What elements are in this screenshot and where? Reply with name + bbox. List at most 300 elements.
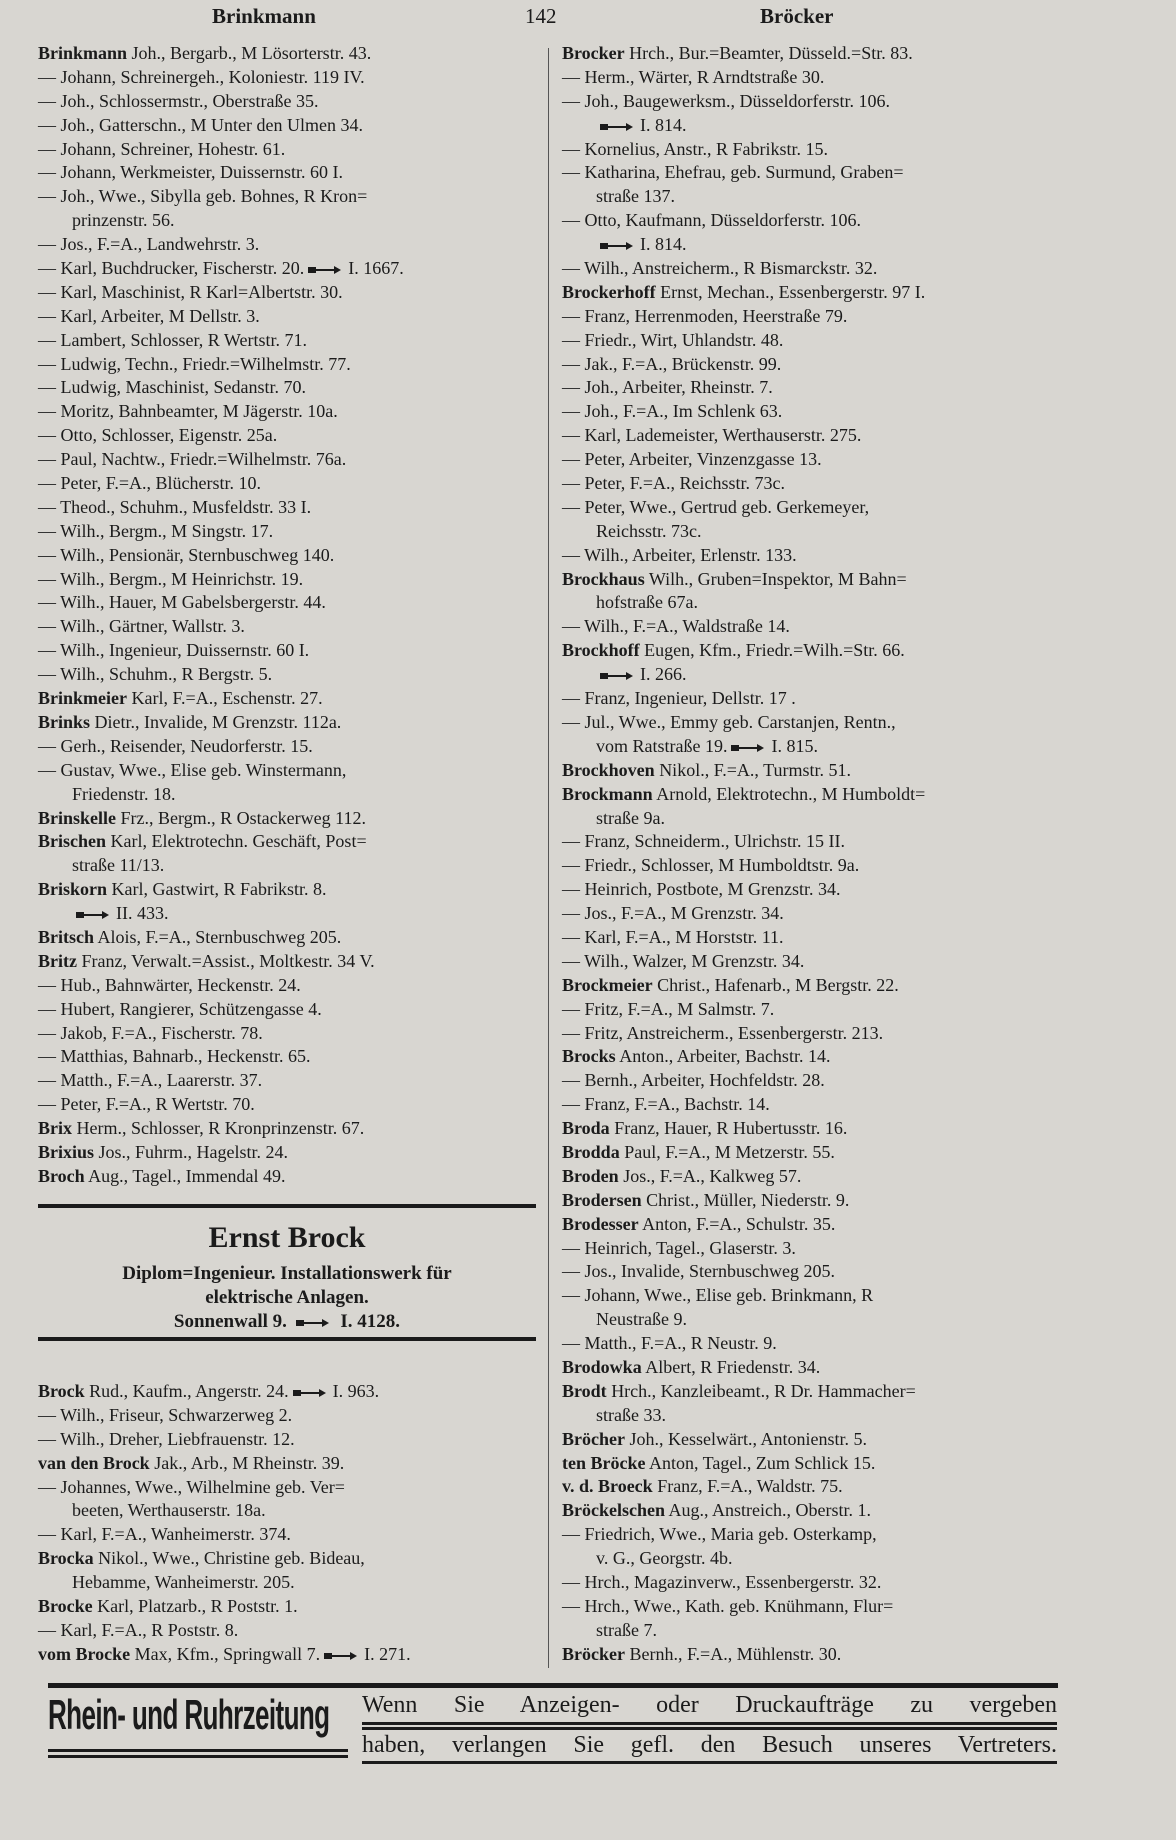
entry-surname: Brock (38, 1381, 85, 1401)
directory-entry (38, 1428, 528, 1452)
entry-surname: Brockhoven (562, 759, 655, 780)
directory-entry (562, 1619, 1052, 1643)
directory-entry (38, 568, 528, 592)
entry-details: — Wilh., Walzer, M Grenzstr. 34. (562, 950, 805, 971)
entry-surname: Britsch (38, 926, 94, 947)
directory-entry (562, 1332, 1052, 1356)
directory-entry (38, 496, 528, 520)
directory-entry (562, 878, 1052, 902)
directory-entry (562, 1308, 1052, 1332)
directory-entry (38, 807, 528, 831)
directory-entry (562, 1595, 1052, 1619)
directory-entry (38, 233, 528, 257)
directory-entry (38, 759, 528, 783)
directory-entry (562, 233, 1052, 257)
advert-brock-phone: I. 4128. (340, 1311, 401, 1332)
directory-entry (562, 1404, 1052, 1428)
entry-details: Alois, F.=A., Sternbuschweg 205. (94, 926, 342, 947)
directory-entry (562, 615, 1052, 639)
directory-entry (38, 1165, 528, 1189)
entry-details: Reichsstr. 73c. (596, 520, 702, 541)
entry-details: — Jak., F.=A., Brückenstr. 99. (562, 353, 782, 374)
entry-details: — Franz, Herrenmoden, Heerstraße 79. (562, 305, 848, 326)
directory-entry (562, 1547, 1052, 1571)
entry-details: Karl, Platzarb., R Poststr. 1. (92, 1596, 298, 1617)
entry-details: — Wilh., Anstreicherm., R Bismarckstr. 32. (562, 258, 878, 279)
entry-details: Christ., Müller, Niederstr. 9. (641, 1189, 850, 1210)
advert-rule (48, 1749, 348, 1752)
directory-entry (38, 1619, 528, 1643)
entry-details: Dietr., Invalide, M Grenzstr. 112a. (90, 711, 342, 732)
entry-details: — Katharina, Ehefrau, geb. Surmund, Graben= (562, 162, 904, 183)
directory-entry (562, 687, 1052, 711)
advert-brock-contact (38, 1310, 536, 1333)
entry-details: beeten, Werthauserstr. 18a. (72, 1500, 266, 1521)
directory-entry (38, 42, 528, 66)
entry-details: — Jul., Wwe., Emmy geb. Carstanjen, Rentn., (562, 711, 896, 732)
entry-surname: Broda (562, 1118, 610, 1139)
entry-details: — Theod., Schuhm., Musfeldstr. 33 I. (38, 496, 312, 517)
directory-entry (562, 902, 1052, 926)
directory-entry (38, 520, 528, 544)
directory-entry (38, 209, 528, 233)
entry-surname: Brinks (38, 711, 91, 732)
entry-details: — Friedr., Wirt, Uhlandstr. 48. (562, 329, 784, 350)
directory-entry (38, 90, 528, 114)
entry-details: straße 9a. (596, 807, 665, 828)
entry-details: — Friedrich, Wwe., Maria geb. Osterkamp, (562, 1524, 877, 1545)
entry-details: Neustraße 9. (596, 1309, 687, 1330)
advert-line2: haben, verlangen Sie gefl. den Besuch unseres Vertreters. (362, 1732, 1057, 1758)
directory-entry (38, 854, 528, 878)
directory-entry (562, 544, 1052, 568)
entry-details: — Karl, Arbeiter, M Dellstr. 3. (38, 305, 260, 326)
directory-entry (562, 305, 1052, 329)
directory-entry (38, 161, 528, 185)
entry-details: — Wilh., Hauer, M Gabelsbergerstr. 44. (38, 592, 326, 613)
directory-entry (38, 1380, 528, 1404)
entry-details: — Peter, Wwe., Gertrud geb. Gerkemeyer, (562, 496, 870, 517)
entry-details: — Karl, Buchdrucker, Fischerstr. 20. (38, 258, 305, 279)
entry-details: — Franz, Ingenieur, Dellstr. 17 . (562, 688, 796, 709)
entry-details: — Johannes, Wwe., Wilhelmine geb. Ver= (38, 1476, 345, 1497)
directory-entry (562, 424, 1052, 448)
directory-entry (562, 1643, 1052, 1667)
entry-details: Herm., Schlosser, R Kronprinzenstr. 67. (72, 1118, 365, 1139)
directory-entry (38, 878, 528, 902)
left-column-entries (38, 42, 528, 1189)
entry-details: — Fritz, F.=A., M Salmstr. 7. (562, 998, 775, 1019)
entry-details: — Gustav, Wwe., Elise geb. Winstermann, (38, 759, 347, 780)
entry-surname: van den Brock (38, 1452, 150, 1473)
entry-details: Frz., Bergm., R Ostackerweg 112. (116, 807, 366, 828)
directory-entry (38, 472, 528, 496)
entry-details: — Joh., Baugewerksm., Düsseldorferstr. 106. (562, 90, 890, 111)
entry-details: — Franz, F.=A., Bachstr. 14. (562, 1094, 770, 1115)
directory-entry (38, 687, 528, 711)
directory-entry (38, 830, 528, 854)
entry-details: — Herm., Wärter, R Arndtstraße 30. (562, 66, 825, 87)
directory-entry (562, 1069, 1052, 1093)
directory-entry (38, 305, 528, 329)
directory-entry (562, 138, 1052, 162)
entry-details: Jos., Fuhrm., Hagelstr. 24. (94, 1141, 289, 1162)
entry-details: Joh., Kesselwärt., Antonienstr. 5. (624, 1428, 867, 1449)
directory-entry (562, 1356, 1052, 1380)
directory-entry (38, 1571, 528, 1595)
directory-entry (38, 1093, 528, 1117)
entry-details: — Wilh., Bergm., M Heinrichstr. 19. (38, 568, 304, 589)
directory-entry (38, 544, 528, 568)
directory-entry (562, 998, 1052, 1022)
entry-details: Karl, Gastwirt, R Fabrikstr. 8. (107, 879, 327, 900)
entry-details: — Fritz, Anstreicherm., Essenbergerstr. 213. (562, 1022, 884, 1043)
advert-rule (48, 1755, 348, 1758)
entry-details: — Peter, F.=A., Reichsstr. 73c. (562, 473, 785, 494)
directory-entry (38, 138, 528, 162)
entry-surname: vom Brocke (38, 1643, 131, 1664)
directory-entry (562, 663, 1052, 687)
entry-phone: I. 814. (640, 234, 687, 255)
telephone-icon (308, 264, 342, 276)
entry-details: — Karl, Maschinist, R Karl=Albertstr. 30. (38, 281, 343, 302)
directory-entry (38, 1523, 528, 1547)
directory-entry (38, 591, 528, 615)
entry-surname: Brodersen (562, 1189, 642, 1210)
entry-details: — Hubert, Rangierer, Schützengasse 4. (38, 998, 322, 1019)
directory-entry (38, 448, 528, 472)
directory-entry (38, 353, 528, 377)
entry-details: straße 33. (596, 1404, 666, 1425)
entry-details: Wilh., Gruben=Inspektor, M Bahn= (644, 568, 907, 589)
entry-details: — Bernh., Arbeiter, Hochfeldstr. 28. (562, 1070, 825, 1091)
directory-entry (562, 1428, 1052, 1452)
directory-entry (562, 1022, 1052, 1046)
directory-entry (562, 1117, 1052, 1141)
directory-entry (562, 520, 1052, 544)
entry-details: Joh., Bergarb., M Lösorterstr. 43. (127, 43, 372, 63)
entry-surname: Broden (562, 1165, 619, 1186)
entry-surname: ten Bröcke (562, 1452, 646, 1473)
entry-details: — Wilh., Arbeiter, Erlenstr. 133. (562, 544, 797, 565)
telephone-icon (296, 1317, 330, 1329)
entry-surname: Brocks (562, 1046, 616, 1067)
entry-details: — Franz, Schneiderm., Ulrichstr. 15 II. (562, 831, 845, 852)
directory-entry (562, 448, 1052, 472)
directory-entry (562, 329, 1052, 353)
entry-details: — Otto, Schlosser, Eigenstr. 25a. (38, 425, 278, 446)
advert-brock-name: Ernst Brock (208, 1221, 366, 1254)
directory-entry (562, 400, 1052, 424)
entry-details: — Karl, F.=A., M Horststr. 11. (562, 926, 784, 947)
entry-phone: I. 963. (332, 1381, 380, 1401)
entry-details: — Joh., Gatterschn., M Unter den Ulmen 34. (38, 114, 363, 135)
entry-details: — Paul, Nachtw., Friedr.=Wilhelmstr. 76a. (38, 449, 347, 470)
entry-surname: Brocker (562, 43, 625, 63)
entry-details: Friedenstr. 18. (72, 783, 176, 804)
entry-details: Franz, F.=A., Waldstr. 75. (652, 1476, 843, 1497)
telephone-icon (600, 670, 634, 682)
directory-entry (38, 1069, 528, 1093)
directory-entry (562, 783, 1052, 807)
directory-entry (38, 639, 528, 663)
entry-details: Anton, Tagel., Zum Schlick 15. (645, 1452, 876, 1473)
entry-details: — Jos., Invalide, Sternbuschweg 205. (562, 1261, 835, 1282)
advert-line1: Wenn Sie Anzeigen- oder Druckaufträge zu vergeben (362, 1692, 1057, 1718)
entry-details: — Heinrich, Postbote, M Grenzstr. 34. (562, 879, 841, 900)
entry-details: — Johann, Schreinergeh., Koloniestr. 119 IV. (38, 66, 365, 87)
directory-entry (562, 161, 1052, 185)
advert-brock-line2: elektrische Anlagen. (205, 1287, 369, 1308)
directory-entry (38, 1595, 528, 1619)
directory-entry (562, 209, 1052, 233)
directory-entry (562, 591, 1052, 615)
directory-entry (38, 424, 528, 448)
directory-entry (562, 854, 1052, 878)
entry-details: Rud., Kaufm., Angerstr. 24. (84, 1381, 289, 1401)
entry-details: — Johann, Wwe., Elise geb. Brinkmann, R (562, 1285, 874, 1306)
entry-details: vom Ratstraße 19. (596, 735, 728, 756)
directory-entry (562, 1452, 1052, 1476)
entry-details: — Joh., Wwe., Sibylla geb. Bohnes, R Kron= (38, 186, 368, 207)
entry-surname: Broch (38, 1165, 85, 1186)
directory-entry (562, 1141, 1052, 1165)
directory-entry (562, 830, 1052, 854)
directory-entry (38, 1141, 528, 1165)
telephone-icon (293, 1387, 327, 1399)
directory-entry (38, 783, 528, 807)
entry-surname: Brinkmeier (38, 688, 127, 709)
directory-entry (38, 1452, 528, 1476)
entry-details: hofstraße 67a. (596, 592, 698, 613)
entry-details: Anton, F.=A., Schulstr. 35. (638, 1213, 836, 1234)
directory-entry (38, 1045, 528, 1069)
directory-entry (38, 400, 528, 424)
directory-entry (38, 185, 528, 209)
entry-details: — Wilh., Bergm., M Singstr. 17. (38, 520, 274, 541)
directory-entry (38, 1476, 528, 1500)
entry-surname: v. d. Broeck (562, 1476, 653, 1497)
directory-entry (38, 902, 528, 926)
entry-details: — Karl, F.=A., R Poststr. 8. (38, 1619, 239, 1640)
entry-surname: Bröckelschen (562, 1500, 665, 1521)
entry-details: Aug., Anstreich., Oberstr. 1. (665, 1500, 871, 1521)
advert-brock-address: Sonnenwall 9. (173, 1311, 287, 1332)
directory-entry (38, 66, 528, 90)
directory-entry (562, 496, 1052, 520)
entry-details: — Ludwig, Maschinist, Sedanstr. 70. (38, 377, 306, 398)
directory-entry (562, 376, 1052, 400)
entry-details: Hrch., Bur.=Beamter, Düsseld.=Str. 83. (624, 43, 913, 63)
directory-entry (562, 257, 1052, 281)
entry-details: Jak., Arb., M Rheinstr. 39. (149, 1452, 345, 1473)
directory-entry (38, 329, 528, 353)
entry-details: — Otto, Kaufmann, Düsseldorferstr. 106. (562, 210, 861, 231)
directory-entry (562, 1523, 1052, 1547)
page-number: 142 (525, 4, 557, 28)
entry-details: Franz, Hauer, R Hubertusstr. 16. (609, 1118, 848, 1139)
entry-details: — Ludwig, Techn., Friedr.=Wilhelmstr. 77. (38, 353, 351, 374)
right-column-entries (562, 42, 1052, 1667)
directory-entry (38, 114, 528, 138)
entry-details: — Hub., Bahnwärter, Heckenstr. 24. (38, 974, 301, 995)
directory-entry (38, 663, 528, 687)
entry-details: — Wilh., Dreher, Liebfrauenstr. 12. (38, 1428, 295, 1449)
entry-surname: Brockmann (562, 783, 653, 804)
directory-entry (562, 66, 1052, 90)
directory-entry (562, 1045, 1052, 1069)
entry-details: — Joh., Schlossermstr., Oberstraße 35. (38, 90, 319, 111)
entry-surname: Brockmeier (562, 974, 653, 995)
entry-surname: Brischen (38, 831, 107, 852)
entry-details: — Wilh., Gärtner, Wallstr. 3. (38, 616, 245, 637)
entry-details: — Wilh., Friseur, Schwarzerweg 2. (38, 1404, 293, 1425)
entry-details: Aug., Tagel., Immendal 49. (84, 1165, 286, 1186)
entry-details: Arnold, Elektrotechn., M Humboldt= (652, 783, 926, 804)
directory-entry (38, 281, 528, 305)
entry-details: — Matth., F.=A., Laarerstr. 37. (38, 1070, 263, 1091)
directory-entry (562, 353, 1052, 377)
entry-surname: Britz (38, 950, 77, 971)
entry-surname: Brockerhoff (562, 281, 656, 302)
running-head-right: Bröcker (760, 4, 834, 28)
entry-details: prinzenstr. 56. (72, 210, 175, 231)
entry-details: Hebamme, Wanheimerstr. 205. (72, 1572, 295, 1593)
directory-entry (562, 1571, 1052, 1595)
directory-entry (38, 926, 528, 950)
entry-details: — Friedr., Schlosser, M Humboldtstr. 9a. (562, 855, 860, 876)
telephone-icon (600, 240, 634, 252)
directory-entry (38, 998, 528, 1022)
entry-details: — Peter, Arbeiter, Vinzenzgasse 13. (562, 449, 822, 470)
entry-surname: Bröcker (562, 1643, 625, 1664)
telephone-icon (600, 121, 634, 133)
entry-details: straße 11/13. (72, 855, 165, 876)
directory-entry (38, 1022, 528, 1046)
advert-rule (362, 1727, 1057, 1730)
entry-surname: Brinskelle (38, 807, 117, 828)
directory-entry (562, 568, 1052, 592)
entry-phone: I. 814. (640, 114, 687, 135)
running-head-left: Brinkmann (212, 4, 316, 28)
directory-entry (562, 974, 1052, 998)
left-column-entries-continued (38, 1380, 528, 1667)
entry-details: — Johann, Schreiner, Hohestr. 61. (38, 138, 286, 159)
entry-details: — Wilh., F.=A., Waldstraße 14. (562, 616, 790, 637)
directory-entry (562, 711, 1052, 735)
directory-entry (562, 807, 1052, 831)
entry-phone: I. 815. (771, 735, 818, 756)
entry-details: Hrch., Kanzleibeamt., R Dr. Hammacher= (606, 1380, 916, 1401)
entry-details: Franz, Verwalt.=Assist., Moltkestr. 34 V. (76, 950, 375, 971)
advert-rule (362, 1722, 1057, 1725)
entry-details: Jos., F.=A., Kalkweg 57. (618, 1165, 802, 1186)
directory-entry (562, 1475, 1052, 1499)
directory-entry (562, 90, 1052, 114)
entry-surname: Briskorn (38, 879, 108, 900)
entry-surname: Bröcher (562, 1428, 625, 1449)
entry-details: — Matth., F.=A., R Neustr. 9. (562, 1333, 777, 1354)
directory-entry (562, 735, 1052, 759)
directory-entry (38, 1643, 528, 1667)
entry-surname: Brocke (38, 1596, 93, 1617)
entry-details: Eugen, Kfm., Friedr.=Wilh.=Str. 66. (639, 640, 905, 661)
entry-surname: Brocka (38, 1548, 94, 1569)
entry-surname: Brodowka (562, 1356, 642, 1377)
directory-entry (38, 1404, 528, 1428)
directory-entry (38, 615, 528, 639)
entry-surname: Brodt (562, 1380, 607, 1401)
directory-entry (562, 1093, 1052, 1117)
entry-surname: Brixius (38, 1141, 95, 1162)
entry-surname: Brinkmann (38, 43, 128, 63)
directory-entry (38, 257, 528, 281)
entry-details: — Jos., F.=A., M Grenzstr. 34. (562, 903, 784, 924)
advert-top-rule (38, 1204, 536, 1208)
entry-details: Nikol., F.=A., Turmstr. 51. (654, 759, 851, 780)
entry-details: Karl, F.=A., Eschenstr. 27. (126, 688, 323, 709)
entry-details: — Matthias, Bahnarb., Heckenstr. 65. (38, 1046, 311, 1067)
entry-details: — Hrch., Magazinverw., Essenbergerstr. 32. (562, 1572, 882, 1592)
directory-entry (38, 1117, 528, 1141)
directory-entry (38, 950, 528, 974)
directory-entry (562, 950, 1052, 974)
entry-details: v. G., Georgstr. 4b. (596, 1548, 733, 1569)
directory-entry (562, 472, 1052, 496)
directory-entry (562, 1260, 1052, 1284)
entry-details: straße 137. (596, 186, 675, 207)
entry-phone: I. 266. (640, 664, 687, 685)
directory-entry (562, 926, 1052, 950)
entry-details: — Wilh., Schuhm., R Bergstr. 5. (38, 664, 273, 685)
column-divider (548, 48, 549, 1668)
directory-entry (562, 759, 1052, 783)
entry-details: Anton., Arbeiter, Bachstr. 14. (615, 1046, 831, 1067)
telephone-icon (324, 1650, 358, 1662)
directory-entry (38, 711, 528, 735)
directory-entry (562, 281, 1052, 305)
entry-details: Max, Kfm., Springwall 7. (130, 1643, 321, 1664)
entry-surname: Brix (38, 1118, 72, 1139)
entry-details: Ernst, Mechan., Essenbergerstr. 97 I. (655, 281, 926, 302)
directory-entry (562, 114, 1052, 138)
directory-entry (562, 1380, 1052, 1404)
entry-details: Christ., Hafenarb., M Bergstr. 22. (652, 974, 899, 995)
directory-entry (562, 42, 1052, 66)
entry-details: Karl, Elektrotechn. Geschäft, Post= (106, 831, 367, 852)
entry-details: — Moritz, Bahnbeamter, M Jägerstr. 10a. (38, 401, 338, 422)
entry-details: Nikol., Wwe., Christine geb. Bideau, (93, 1548, 365, 1569)
advert-bottom-rule (38, 1337, 536, 1341)
entry-phone: I. 271. (364, 1643, 411, 1664)
entry-details: — Gerh., Reisender, Neudorferstr. 15. (38, 735, 313, 756)
directory-entry (562, 1189, 1052, 1213)
telephone-icon (76, 909, 110, 921)
entry-details: — Lambert, Schlosser, R Wertstr. 71. (38, 329, 307, 350)
entry-details: — Johann, Werkmeister, Duissernstr. 60 I. (38, 162, 343, 183)
entry-phone: II. 433. (116, 903, 169, 924)
entry-details: — Hrch., Wwe., Kath. geb. Knühmann, Flur= (562, 1595, 894, 1616)
entry-details: — Karl, F.=A., Wanheimerstr. 374. (38, 1524, 291, 1545)
directory-entry (562, 1237, 1052, 1261)
entry-details: — Joh., F.=A., Im Schlenk 63. (562, 401, 783, 422)
directory-entry (562, 1499, 1052, 1523)
entry-details: — Jos., F.=A., Landwehrstr. 3. (38, 234, 260, 255)
entry-surname: Brockhaus (562, 568, 645, 589)
directory-entry (562, 185, 1052, 209)
entry-details: Albert, R Friedenstr. 34. (641, 1356, 821, 1377)
directory-entry (562, 1213, 1052, 1237)
